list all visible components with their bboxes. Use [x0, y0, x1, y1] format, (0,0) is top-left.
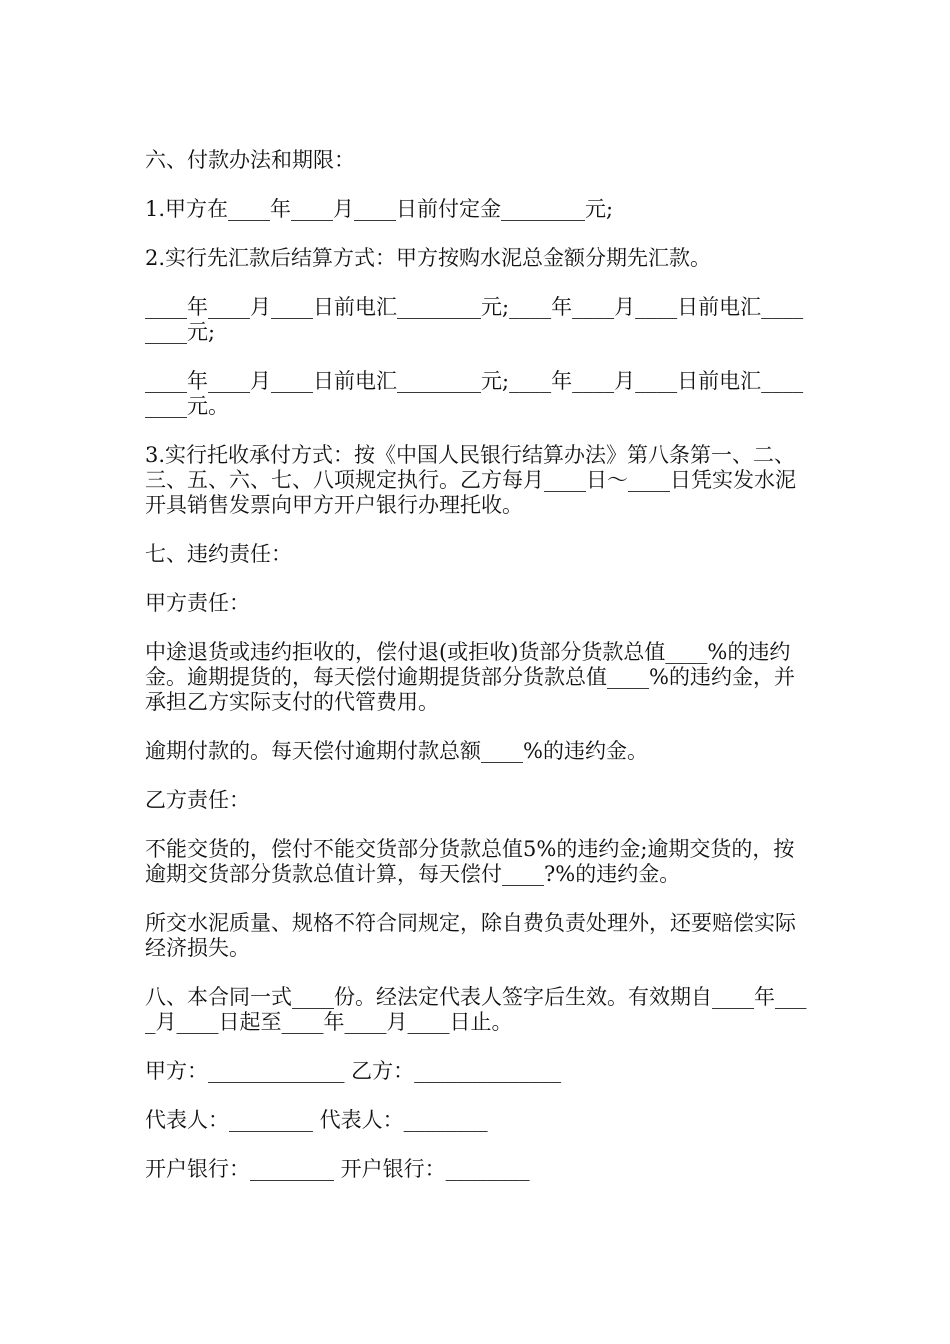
wire-schedule-2: ____年____月____日前电汇________元;____年____月____日前电汇________元。 — [145, 369, 804, 418]
signature-parties: 甲方：_____________ 乙方：______________ — [145, 1059, 562, 1083]
party-a-liability-heading: 甲方责任： — [145, 591, 250, 615]
section-6-heading: 六、付款办法和期限： — [145, 148, 355, 172]
section-7-heading: 七、违约责任： — [145, 542, 292, 566]
signature-banks: 开户银行：________ 开户银行：________ — [145, 1157, 530, 1181]
deposit-clause: 1.甲方在____年____月____日前付定金________元; — [145, 197, 614, 221]
party-a-return-penalty: 中途退货或违约拒收的，偿付退(或拒收)货部分货款总值____%的违约金。逾期提货的，每天偿付逾期提货部分货款总值____%的违约金，并承担乙方实际支付的代管费用。 — [145, 640, 795, 714]
party-b-delivery-penalty: 不能交货的，偿付不能交货部分货款总值5%的违约金;逾期交货的，按逾期交货部分货款总值计算，每天偿付____?%的违约金。 — [145, 837, 795, 886]
collection-clause: 3.实行托收承付方式：按《中国人民银行结算办法》第八条第一、二、三、五、六、七、八项规定执行。乙方每月____日～____日凭实发水泥开具销售发票向甲方开户银行办理托收。 — [145, 443, 796, 517]
contract-body — [145, 148, 810, 1206]
section-8-validity: 八、本合同一式____份。经法定代表人签字后生效。有效期自____年____月____日起至____年____月____日止。 — [145, 985, 807, 1034]
wire-schedule-1: ____年____月____日前电汇________元;____年____月____日前电汇________元; — [145, 295, 804, 344]
party-b-liability-heading: 乙方责任： — [145, 788, 250, 812]
prepayment-clause: 2.实行先汇款后结算方式：甲方按购水泥总金额分期先汇款。 — [145, 246, 712, 270]
signature-representatives: 代表人：________ 代表人：________ — [145, 1108, 488, 1132]
party-a-late-payment: 逾期付款的。每天偿付逾期付款总额____%的违约金。 — [145, 739, 648, 763]
party-b-quality-clause: 所交水泥质量、规格不符合同规定，除自费负责处理外，还要赔偿实际经济损失。 — [145, 911, 796, 960]
